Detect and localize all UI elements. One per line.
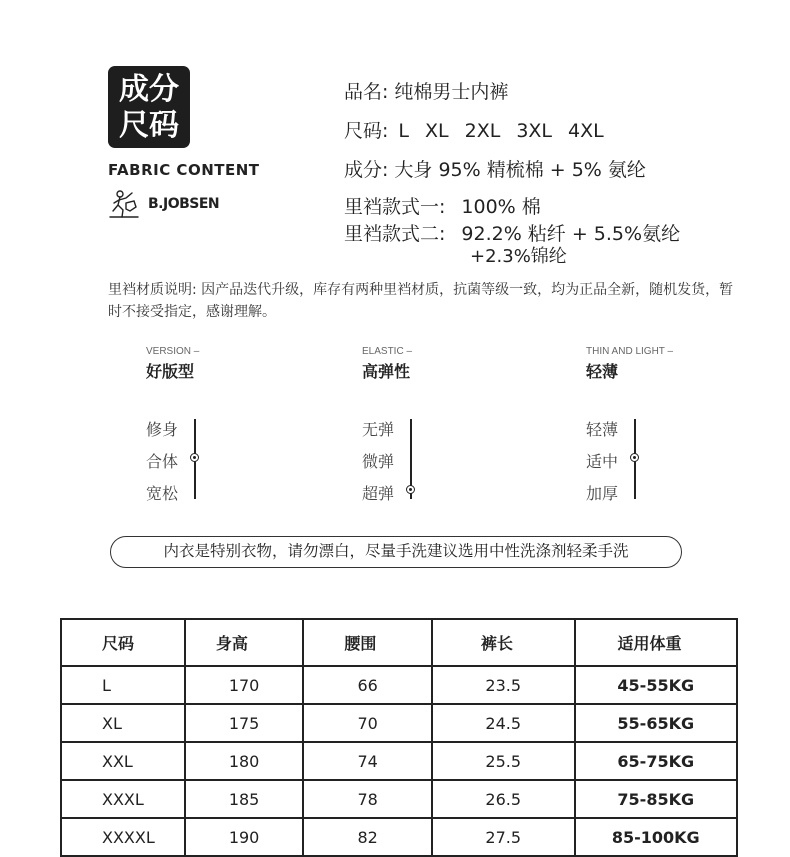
table-cell: 23.5 (432, 666, 575, 704)
feature-en-label: ELASTIC – (362, 346, 413, 357)
badge-line-1: 成分 (119, 72, 179, 107)
size-option: XL (425, 120, 449, 142)
table-cell: 170 (185, 666, 304, 704)
badge-line-2: 尺码 (119, 108, 179, 143)
table-header: 裤长 (432, 619, 575, 666)
feature-thin (586, 346, 673, 382)
size-label: 尺码: (344, 120, 389, 142)
table-header: 身高 (185, 619, 304, 666)
table-cell: L (61, 666, 185, 704)
table-cell: 78 (303, 780, 432, 818)
size-option: 3XL (516, 120, 553, 142)
table-cell: 24.5 (432, 704, 575, 742)
product-name-label: 品名: (344, 81, 389, 103)
brand-figure-icon (108, 189, 142, 219)
table-header: 适用体重 (575, 619, 737, 666)
scale-level: 加厚 (586, 484, 619, 503)
crotch-material-note: 里裆材质说明: 因产品迭代升级，库存有两种里裆材质，抗菌等级一致，均为正品全新，随机发货，暂时不接受指定，感谢理解。 (108, 282, 734, 320)
feature-cn-label: 好版型 (146, 362, 195, 381)
table-cell: 27.5 (432, 818, 575, 856)
scale-level: 无弹 (362, 420, 395, 439)
brand-logo (108, 189, 219, 219)
table-cell: 190 (185, 818, 304, 856)
composition-label: 成分: (344, 159, 389, 181)
table-cell: 45-55KG (575, 666, 737, 704)
crotch-style-1-label: 里裆款式一: (344, 196, 446, 218)
table-row (61, 666, 737, 704)
table-cell: 175 (185, 704, 304, 742)
feature-elastic (362, 346, 412, 382)
feature-en-label: THIN AND LIGHT – (586, 346, 674, 357)
spec-composition (344, 155, 646, 182)
feature-cn-label: 轻薄 (586, 362, 619, 381)
size-option: 4XL (568, 120, 604, 142)
spec-crotch-style-1 (344, 192, 541, 219)
spec-sizes (344, 116, 620, 143)
table-cell: 185 (185, 780, 304, 818)
scale-selected-marker (406, 485, 415, 494)
table-cell: XL (61, 704, 185, 742)
table-header: 腰围 (303, 619, 432, 666)
table-header: 尺码 (61, 619, 185, 666)
scale-level: 宽松 (146, 484, 179, 503)
scale-level: 超弹 (362, 484, 395, 503)
spec-product-name (344, 77, 508, 104)
table-row (61, 742, 737, 780)
crotch-style-2-value: 92.2% 粘纤 + 5.5%氨纶 (461, 223, 681, 245)
table-cell: XXXXL (61, 818, 185, 856)
crotch-style-2-label: 里裆款式二: (344, 223, 446, 245)
product-name-value: 纯棉男士内裤 (394, 81, 509, 103)
scale-level: 合体 (146, 452, 179, 471)
feature-version (146, 346, 199, 382)
wash-instruction: 内衣是特别衣物，请勿漂白，尽量手洗建议选用中性洗涤剂轻柔手洗 (110, 536, 682, 568)
crotch-style-2-value-cont: +2.3%锦纶 (470, 246, 567, 267)
table-row (61, 780, 737, 818)
table-cell: 66 (303, 666, 432, 704)
table-cell: XXL (61, 742, 185, 780)
table-cell: 85-100KG (575, 818, 737, 856)
scale-level: 适中 (586, 452, 619, 471)
table-cell: XXXL (61, 780, 185, 818)
size-option: L (398, 120, 409, 142)
table-cell: 75-85KG (575, 780, 737, 818)
composition-value: 大身 95% 精梳棉 + 5% 氨纶 (394, 159, 646, 181)
scale-level: 微弹 (362, 452, 395, 471)
feature-cn-label: 高弹性 (362, 362, 411, 381)
feature-en-label: VERSION – (146, 346, 200, 357)
size-option: 2XL (464, 120, 501, 142)
brand-name: B.JOBSEN (148, 196, 220, 212)
title-badge (108, 66, 190, 148)
table-cell: 70 (303, 704, 432, 742)
size-table (60, 618, 738, 857)
table-cell: 65-75KG (575, 742, 737, 780)
table-cell: 26.5 (432, 780, 575, 818)
table-row (61, 818, 737, 856)
table-cell: 25.5 (432, 742, 575, 780)
scale-selected-marker (630, 453, 639, 462)
table-header-row (61, 619, 737, 666)
table-cell: 55-65KG (575, 704, 737, 742)
scale-level: 修身 (146, 420, 179, 439)
table-cell: 82 (303, 818, 432, 856)
table-row (61, 704, 737, 742)
table-cell: 180 (185, 742, 304, 780)
crotch-style-1-value: 100% 棉 (461, 196, 541, 218)
scale-level: 轻薄 (586, 420, 619, 439)
table-cell: 74 (303, 742, 432, 780)
scale-selected-marker (190, 453, 199, 462)
fabric-content-heading: FABRIC CONTENT (108, 161, 260, 179)
